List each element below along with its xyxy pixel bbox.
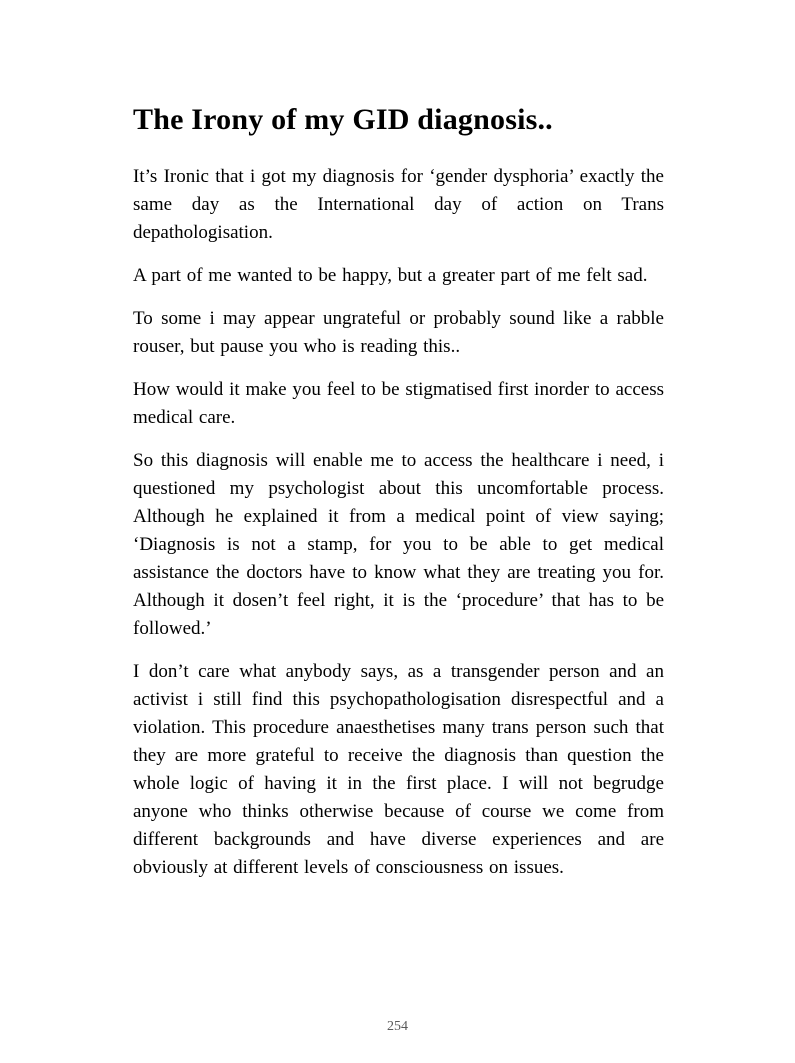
page-content bbox=[133, 103, 664, 897]
paragraph-2: A part of me wanted to be happy, but a greater part of me felt sad. bbox=[133, 265, 648, 286]
paragraph-3: To some i may appear ungrateful or probably sound like a rabble rouser, but pause you who is reading this.. bbox=[133, 308, 664, 357]
page-title: The Irony of my GID diagnosis.. bbox=[133, 103, 553, 136]
page-number: 254 bbox=[387, 1019, 408, 1034]
paragraph-5: So this diagnosis will enable me to access the healthcare i need, i questioned my psychologist about this uncomfortable process. Although he explained it from a medical point of view saying; ‘Diagnosis is not a stamp, for you to be able to get medical assistance the doctors have to know what they are treating you for. Although it dosen’t feel right, it is the ‘procedure’ that has to be followed.’ bbox=[133, 450, 664, 639]
paragraph-6: I don’t care what anybody says, as a transgender person and an activist i still find this psychopathologisation disrespectful and a violation. This procedure anaesthetises many trans person such that they are more grateful to receive the diagnosis than question the whole logic of having it in the first place. I will not begrudge anyone who thinks otherwise because of course we come from different backgrounds and have diverse experiences and are obviously at different levels of consciousness on issues. bbox=[133, 661, 664, 878]
paragraph-1: It’s Ironic that i got my diagnosis for ‘gender dysphoria’ exactly the same day as the International day of action on Trans depathologisation. bbox=[133, 166, 664, 243]
paragraph-4: How would it make you feel to be stigmatised first inorder to access medical care. bbox=[133, 379, 664, 428]
